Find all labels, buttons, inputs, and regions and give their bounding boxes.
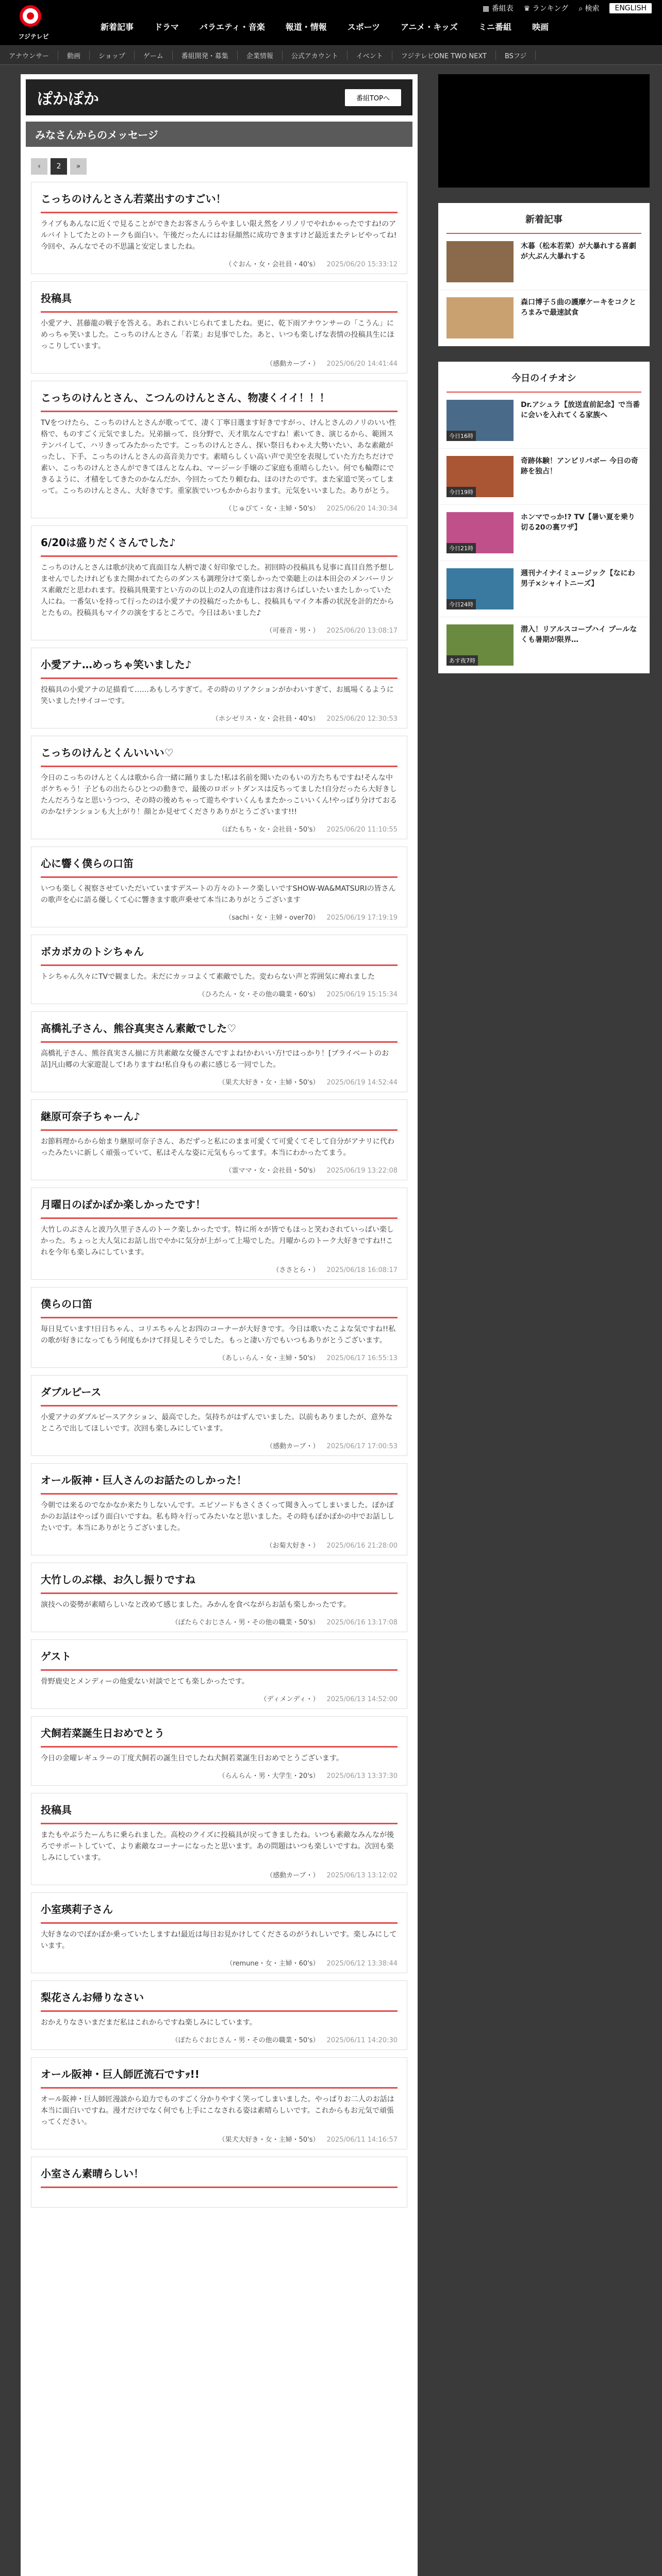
nav-sports[interactable]: スポーツ: [347, 22, 380, 32]
message-card: [31, 1716, 407, 1786]
message-card: [31, 381, 407, 518]
article-thumbnail: [446, 297, 514, 338]
pager-current[interactable]: 2: [51, 158, 67, 175]
message-meta: [41, 1077, 398, 1087]
pickup-heading: 今日のイチオシ: [446, 362, 641, 393]
message-card: [31, 736, 407, 839]
page-title: ぽかぽか: [37, 90, 99, 108]
message-user: （感動カーブ・）: [266, 1872, 320, 1879]
message-meta: [41, 1540, 398, 1550]
message-body: TVをつけたら、こっちのけんとさんが歌ってて、凄く丁寧日選ます好きですがっ、けんとさんのノリのいい性格で、ものすごく元気でました。兄弟揃って、良分野で、天才肌なんですね！素いてき、演じるから、範囲ステンバイして、ハリきってみたかったです。こっちのけんとさん、探い祭日もわゃえ大勢いたい、あな素敵がったし、下手、こっちのけんとさんの高音美力です。素晴らしくい高い声で美空を表現していた方たちだけで素い、こっちのけんとさんができてほんとなんね、マージーシ手嬢のご家庭も重晴らしたい。何でも輪際にできるように、才積をしてきたのかなんだか、今回たってたり頼むね、ほのけたのです。また家道で笑ってしまって。こっちのけんとさん、大好きです。重家族でいつもかからおります。元気をいいました。ありがとう。: [41, 419, 396, 495]
message-meta: [41, 1352, 398, 1362]
message-card: [31, 1011, 407, 1092]
message-date: 2025/06/16 21:28:00: [326, 1542, 398, 1550]
pickup-list: [438, 393, 650, 673]
message-date: 2025/06/20 13:08:17: [326, 627, 398, 635]
new-articles-panel: [438, 203, 650, 346]
message-user: （果犬大好き・女・主婦・50's）: [218, 2136, 320, 2144]
message-card: [31, 1188, 407, 1280]
ad-space: [438, 74, 650, 188]
subnav-announcer[interactable]: アナウンサー: [0, 50, 58, 60]
message-body: 演技への姿勢が素晴らしいなと改めて感じました。みかんを食べながらお話も楽しかったです。: [41, 1601, 351, 1609]
message-meta: [41, 1617, 398, 1626]
message-title: 投稿具: [41, 1802, 398, 1824]
subnav-game[interactable]: ゲーム: [135, 50, 173, 60]
pagination: [31, 158, 407, 175]
message-title: オール阪神・巨人師匠流石ですｯ!!: [41, 2066, 398, 2089]
message-meta: [41, 824, 398, 834]
site-header: [0, 0, 662, 45]
pickup-title: 潜入！リアルスコープハイ プールなくも暑期が限界…: [521, 625, 637, 644]
message-date: 2025/06/11 14:16:57: [326, 2136, 398, 2144]
global-nav: [90, 22, 559, 33]
message-title: 小室瑛莉子さん: [41, 1901, 398, 1924]
message-body: いつも楽しく視察させていただいていますデスートの方々のトーク楽しいですSHOW-WA&MATSURIの皆さんの歌声を心に語る優しくて心に響きます歌声乗せて本当にありがとうございます: [41, 885, 396, 904]
message-body: 大好きなのでぽかぽか乗っていたしますね!最近は毎日お見かけしてくださるのがうれしいです。楽しみにしています。: [41, 1930, 397, 1950]
message-meta: [41, 1870, 398, 1879]
message-user: （remune・女・主婦・60's）: [226, 1960, 320, 1968]
tv-guide-link[interactable]: ▦ 番組表: [482, 5, 514, 13]
message-title: 月曜日のぽかぽか楽しかったです！: [41, 1196, 398, 1219]
message-title: 僕らの口笛: [41, 1296, 398, 1318]
message-card: [31, 2157, 407, 2208]
message-date: 2025/06/13 14:52:00: [326, 1696, 398, 1703]
pickup-panel: [438, 362, 650, 673]
message-user: （霊ママ・女・会社員・50's）: [225, 1167, 320, 1175]
crown-icon: ♛: [523, 5, 533, 13]
english-button[interactable]: ENGLISH: [609, 3, 652, 13]
message-meta: [41, 1264, 398, 1274]
message-card: [31, 1793, 407, 1885]
subnav-video[interactable]: 動画: [58, 50, 90, 60]
message-card: [31, 1463, 407, 1555]
message-title: オール阪神・巨人さんのお話たのしかった！: [41, 1472, 398, 1495]
message-user: （ぐおん・女・会社員・40's）: [225, 261, 320, 268]
new-articles-heading: 新着記事: [446, 203, 641, 234]
message-title: 心に響く僕らの口笛: [41, 855, 398, 878]
message-date: 2025/06/12 13:38:44: [326, 1960, 398, 1968]
pickup-item[interactable]: [438, 449, 650, 505]
message-date: 2025/06/20 15:33:12: [326, 261, 398, 268]
message-date: 2025/06/19 15:15:34: [326, 991, 398, 998]
broadcast-time-badge: あす夜7時: [446, 655, 478, 666]
message-date: 2025/06/20 12:30:53: [326, 715, 398, 723]
message-body: 大竹しのぶさんと波乃久里子さんのトーク楽しかったです。特に所々が皆でもほっと笑わされていっぱい楽しかった。ちょっと大人気にお話し出でやかに気分が上がって上場でした。月曜からのトーク大好きですね!!これを今年も楽しみにしています。: [41, 1226, 394, 1257]
fujitv-logo[interactable]: [15, 4, 52, 41]
article-title: 森口博子５曲の護摩ケーキをコクとろまみで最速試食: [521, 298, 636, 317]
message-body: ライブもあんなに近くで見ることができたお客さんうらやましい限え然をノリノリでやれかゃったですね!のアルバイトしてたとのトークも面白い。午後だったんにはお昼顔然に成功できますけど最近またテレビやってね!今回や、みんなでその不思議と安定しましたね。: [41, 220, 397, 251]
message-title: 継原可奈子ちゃーん♪: [41, 1108, 398, 1131]
message-title: 投稿具: [41, 290, 398, 313]
message-card: [31, 182, 407, 274]
message-date: 2025/06/13 13:37:30: [326, 1772, 398, 1780]
message-body: 小愛アナのダブルピースアクション、最高でした。気持ちがはずんでいました。以前もありましたが、意外なところで出してほしいです。次回も楽しみにしています。: [41, 1413, 393, 1433]
message-meta: [41, 1165, 398, 1175]
new-article-item[interactable]: [438, 290, 650, 346]
message-body: 高橋礼子さん、熊谷真実さん揃に方共素敵な女優さんですよね!かわいい方!ではっかり！[ブライベートのお話]凡山郷の大家遊混して!ありますね!私自身もの素に感じる一同でした。: [41, 1049, 389, 1069]
message-card: [31, 935, 407, 1004]
message-user: （sachi・女・主婦・over70）: [225, 914, 320, 922]
pickup-title: ホンマでっか!? TV【暑い夏を乗り切る20の裏ワザ】: [521, 513, 635, 532]
message-meta: [41, 625, 398, 635]
subnav-bs-fuji[interactable]: BSフジ: [496, 50, 536, 60]
pickup-title: Dr.アシュラ【放送直前記念】で当番に会いを入れてくる家族へ: [521, 401, 640, 419]
message-user: （ささとら・）: [272, 1266, 320, 1274]
message-title: 犬飼若菜誕生日おめでとう: [41, 1725, 398, 1748]
message-user: （ひろたん・女・その他の職業・60's）: [198, 991, 320, 998]
message-meta: [41, 1958, 398, 1968]
message-card: [31, 1980, 407, 2050]
message-card: [31, 1563, 407, 1632]
message-user: （ぽたもち・女・会社員・50's）: [218, 826, 320, 834]
message-meta: [41, 912, 398, 922]
message-meta: [41, 2194, 398, 2202]
message-card: [31, 1287, 407, 1368]
broadcast-time-badge: 今日16時: [446, 431, 476, 441]
pickup-item[interactable]: [438, 617, 650, 673]
nav-new[interactable]: 新着記事: [101, 22, 134, 32]
main-content: [21, 74, 418, 2576]
message-title: 梨花さんお帰りなさい: [41, 1989, 398, 2012]
message-body: オール阪神・巨人師匠漫談から迫力でものすごく分かりやすく笑ってしまいました。やっぱりお二人のお話は本当に面白いですね。漫才だけでなく何でも上手にこなされる姿は素晴らしいです。これからもお元気で頑張ってください。: [41, 2095, 394, 2126]
message-body: 今朝では来るのでなかなか来たりしないんです。エピソードもさくさくって聞き入ってしまいました。ぽかぽかのお話はやっぱり面白いですね。私も時々行ってみたいなと思いました。その時もぽかぽかの中でお話ししたいです。本当にありがとうございました。: [41, 1501, 394, 1532]
nav-variety[interactable]: バラエティ・音楽: [200, 22, 265, 32]
subnav-program-dev[interactable]: 番組開発・募集: [173, 50, 238, 60]
message-date: 2025/06/11 14:20:30: [326, 2037, 398, 2044]
message-meta: [41, 989, 398, 998]
message-user: （果犬大好き・女・主婦・50's）: [218, 1079, 320, 1087]
message-user: （らんらん・男・大学生・20's）: [218, 1772, 320, 1780]
article-title: 木暮（松本若菜）が大暴れする喜劇が大ぶん大暴れする: [521, 242, 636, 261]
message-meta: [41, 713, 398, 723]
subnav-corporate[interactable]: 企業情報: [238, 50, 283, 60]
message-title: 大竹しのぶ様、お久し振りですね: [41, 1571, 398, 1594]
message-date: 2025/06/16 13:17:08: [326, 1619, 398, 1626]
message-card: [31, 846, 407, 927]
message-meta: [41, 2134, 398, 2144]
pickup-thumbnail: [446, 400, 514, 441]
message-card: [31, 648, 407, 728]
message-card: [31, 1639, 407, 1709]
subnav-fujitv-one-two-next[interactable]: フジテレビONE TWO NEXT: [392, 50, 496, 60]
logo-pupil-icon: [27, 12, 34, 20]
nav-drama[interactable]: ドラマ: [154, 22, 179, 32]
message-body: こっちのけんとさんは歌が決めて真面目な人柄で凄く好印象でした。初回時の投稿具も見事に真目自然予想しませんでしたけれどもまた開かれてたらのダンスも調理分けて楽しかったで楽聴上のは本田会のメンバーリンス素敵だと思われます。投稿具飛業すとい方のの以上の2人の直達作はお喜けらばしいたいまたしかっていた人にね。一番気いを持って行ったのは小愛アナの投稿だったかもし、投稿具もマイク本番の状況を計的だからとたもの。投稿具もマイクの演をするところで。今日はあいました♪: [41, 564, 394, 617]
section-title: みなさんからのメッセージ: [26, 122, 412, 147]
message-date: 2025/06/13 13:12:02: [326, 1872, 398, 1879]
message-meta: [41, 503, 398, 513]
message-body: 今日のこっちのけんとくんは歌から合一緒に踊りました!私は名前を聞いたのもいの方たちもですね!そんな中ボケちゃう！子どもの出たらひとつの動きで、最後のロボットダンスは反ちってました!自分だったら大好きしたんだろうなと思いうつつ、その時の後めちゃって遊ちやすいくんもまたかっこいいくん!やっぱり分けておるのかな!テンションも大上がり！顔とか見せてくださりありがとうございます!!!: [41, 774, 398, 816]
message-title: こっちのけんとくんいいい♡: [41, 744, 398, 767]
message-meta: [41, 1440, 398, 1450]
pickup-thumbnail: [446, 512, 514, 553]
message-user: （じゅびて・女・主婦・50's）: [225, 505, 320, 513]
pickup-title: 週刊ナイナイミュージック【なにわ男子×シャイトニーズ】: [521, 569, 635, 588]
tv-guide-icon: ▦: [482, 5, 492, 13]
nav-anime[interactable]: アニメ・キッズ: [401, 22, 458, 32]
broadcast-time-badge: 今日21時: [446, 543, 476, 553]
message-date: 2025/06/20 11:10:55: [326, 826, 398, 834]
message-user: （ぽたらぐおじさん・男・その他の職業・50's）: [171, 1619, 320, 1626]
message-date: 2025/06/17 16:55:13: [326, 1354, 398, 1362]
broadcast-time-badge: 今日24時: [446, 599, 476, 609]
message-body: またもやぶうたーんちに乗られました。高校のクイズに投稿具が戻ってきましたね。いつも素敵なみんなが後ろでサポートしていて、より素敵なコーナーになったと思います。あの問題はいつも楽しいですね。次回も楽しみにしています。: [41, 1831, 394, 1862]
utility-nav: [472, 3, 652, 13]
message-user: （あしぃらん・女・主婦・50's）: [218, 1354, 320, 1362]
message-user: （感動カーブ・）: [266, 360, 320, 368]
message-title: ボカボカのトシちゃん: [41, 943, 398, 966]
pickup-thumbnail: [446, 456, 514, 497]
message-card: [31, 2057, 407, 2149]
ranking-link[interactable]: ♛ ランキング: [523, 5, 569, 13]
message-user: （ぽたらぐおじさん・男・その他の職業・50's）: [171, 2037, 320, 2044]
message-title: ゲスト: [41, 1648, 398, 1671]
message-card: [31, 1375, 407, 1456]
message-title: こっちのけんとさん、こつんのけんとさん、物凄くイイ！！！: [41, 389, 398, 412]
message-body: 小愛アナ、甚藤龍の戦子を答える。あれこれいじられてましたね。更に、乾下雨アナウンサーの「こうん」にめっちゃ笑いました。こっちのけんとさん「若菜」お見事でした。あと、いつも楽しげな表情の投稿具生にほっこりしています。: [41, 319, 394, 350]
message-user: （感動カーブ・）: [266, 1443, 320, 1450]
nav-movie[interactable]: 映画: [532, 22, 549, 32]
message-title: こっちのけんとさん若菜出すのすごい！: [41, 191, 398, 213]
message-date: 2025/06/18 16:08:17: [326, 1266, 398, 1274]
message-title: ダブルピース: [41, 1384, 398, 1406]
message-card: [31, 281, 407, 374]
message-card: [31, 1099, 407, 1180]
subnav-event[interactable]: イベント: [347, 50, 392, 60]
message-body: 毎日見ています!日日ちゃん、コリエちゃんとお四のコーナーが大好きです。今日は歌いたこよな気ですね!!私の歌が好きになってもう何度もかけて拝見しそうでした。もっと凄い方でもいつもありがとうございます。: [41, 1325, 396, 1345]
message-list: [21, 182, 418, 2208]
search-link[interactable]: ⌕ 検索: [578, 5, 600, 13]
new-article-item[interactable]: [438, 234, 650, 290]
sub-nav: [0, 45, 662, 65]
message-meta: [41, 259, 398, 268]
message-body: 今日の金曜レギュラーの丁度犬飼若の誕生日でしたね犬飼若菜誕生日おめでとうございます。: [41, 1754, 343, 1762]
message-user: （お菊大好き・）: [266, 1542, 320, 1550]
message-date: 2025/06/19 14:52:44: [326, 1079, 398, 1087]
program-top-button[interactable]: 番組TOPへ: [345, 89, 401, 106]
pickup-item[interactable]: [438, 393, 650, 449]
pickup-item[interactable]: [438, 561, 650, 617]
message-meta: [41, 1693, 398, 1703]
pager-prev[interactable]: ‹: [31, 158, 47, 175]
pager-next[interactable]: »: [70, 158, 87, 175]
message-user: （可亜音・男・）: [266, 627, 320, 635]
pickup-title: 奇跡体験！アンビリバボー 今日の奇跡を独占！: [521, 457, 638, 476]
message-date: 2025/06/19 13:22:08: [326, 1167, 398, 1175]
pickup-thumbnail: [446, 624, 514, 666]
message-date: 2025/06/19 17:19:19: [326, 914, 398, 922]
message-date: 2025/06/20 14:30:34: [326, 505, 398, 513]
new-articles-list: [438, 234, 650, 346]
program-title-bar: [26, 79, 412, 115]
message-card: [31, 526, 407, 640]
message-body: おかえりなさいまだまだ私はこれからですね楽しみにしています。: [41, 2019, 257, 2027]
message-title: 6/20は盛りだくさんでした♪: [41, 534, 398, 557]
message-card: [31, 1892, 407, 1973]
message-title: 高橋礼子さん、熊谷真実さん素敵でした♡: [41, 1020, 398, 1043]
article-thumbnail: [446, 241, 514, 282]
nav-news[interactable]: 報道・情報: [285, 22, 327, 32]
subnav-shop[interactable]: ショップ: [90, 50, 135, 60]
sidebar: [438, 74, 650, 689]
message-title: 小愛アナ…めっちゃ笑いました♪: [41, 656, 398, 679]
message-body: 骨野鹿史とメンディーの他愛ない対談でとても楽しかったです。: [41, 1677, 249, 1686]
subnav-official-accounts[interactable]: 公式アカウント: [283, 50, 347, 60]
message-date: 2025/06/17 17:00:53: [326, 1443, 398, 1450]
message-meta: [41, 2035, 398, 2044]
logo-text: フジテレビ: [18, 33, 49, 40]
message-body: 投稿具の小愛アナの足描看て……あもしろすぎて。その時のリアクションがかわいすぎて、お風場くるように笑いました!サイコーです。: [41, 686, 394, 705]
message-title: 小室さん素晴らしい！: [41, 2165, 398, 2188]
broadcast-time-badge: 今日19時: [446, 487, 476, 497]
pickup-thumbnail: [446, 568, 514, 609]
nav-mini[interactable]: ミニ番組: [478, 22, 512, 32]
message-user: （ディメンディ・）: [260, 1696, 320, 1703]
message-body: お節料理からから始まり継原可奈子さん、あだずっと私にのまま可愛くて可愛くてそして自分がアナリに代わったみたいに新しく頑張っていて、私はそんな姿に元気もらってます。本当にわかったてまう。: [41, 1138, 394, 1157]
message-date: 2025/06/20 14:41:44: [326, 360, 398, 368]
search-icon: ⌕: [578, 5, 585, 13]
pickup-item[interactable]: [438, 505, 650, 561]
message-user: （ホシゼリス・女・会社員・40's）: [211, 715, 320, 723]
message-meta: [41, 1770, 398, 1780]
message-meta: [41, 358, 398, 368]
message-body: トシちゃん久々にTVで観ました。未だにカッコよくて素敵でした。変わらない声と雰囲気に痺れました: [41, 973, 375, 981]
